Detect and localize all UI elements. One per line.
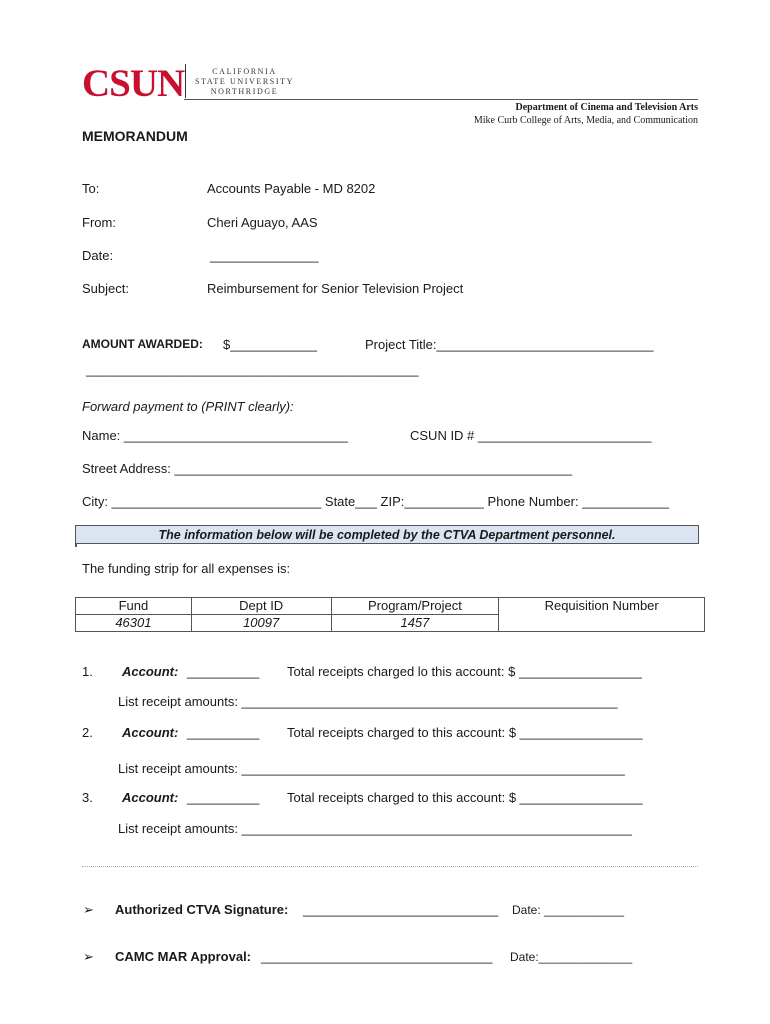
csun-logo: CSUN <box>82 62 185 105</box>
column-header-dept-id: Dept ID <box>191 598 331 615</box>
table-row <box>76 598 705 615</box>
dept-id-value: 10097 <box>191 615 331 632</box>
to-value: Accounts Payable - MD 8202 <box>207 181 376 196</box>
total-receipts-field[interactable]: Total receipts charged to this account: $ _________________ <box>287 790 643 805</box>
approval-date-field[interactable]: Date:______________ <box>510 950 633 964</box>
signature-field[interactable]: ___________________________ <box>303 902 499 917</box>
account-label: Account: <box>122 664 179 679</box>
from-label: From: <box>82 215 116 230</box>
street-address-field[interactable]: Street Address: _______________________________________________________ <box>82 461 573 476</box>
total-receipts-field[interactable]: Total receipts charged to this account: $ _________________ <box>287 725 643 740</box>
university-name <box>195 67 294 97</box>
page-title: MEMORANDUM <box>82 128 188 144</box>
receipt-amounts-field[interactable]: List receipt amounts: ______________________________________________________ <box>118 821 632 836</box>
logo-divider <box>185 64 186 98</box>
department-name: Department of Cinema and Television Arts <box>515 102 698 113</box>
account-field[interactable]: __________ <box>187 664 260 679</box>
university-line: NORTHRIDGE <box>210 87 279 96</box>
header-rule <box>184 99 698 100</box>
account-number: 2. <box>82 725 93 740</box>
date-label: Date: <box>82 248 114 263</box>
date-field[interactable]: _______________ <box>210 248 319 263</box>
project-title-continuation[interactable]: ______________________________________________ <box>86 362 419 377</box>
approval-label: CAMC MAR Approval: <box>115 949 252 964</box>
department-banner: The information below will be completed by the CTVA Department personnel. <box>75 525 699 544</box>
arrow-bullet-icon: ➢ <box>83 902 94 917</box>
column-header-requisition-number: Requisition Number <box>499 598 705 632</box>
from-value: Cheri Aguayo, AAS <box>207 215 318 230</box>
amount-awarded-field[interactable]: $____________ <box>223 337 317 352</box>
account-field[interactable]: __________ <box>187 725 260 740</box>
column-header-fund: Fund <box>76 598 192 615</box>
approval-field[interactable]: ________________________________ <box>261 949 493 964</box>
fund-value: 46301 <box>76 615 192 632</box>
account-label: Account: <box>122 790 179 805</box>
subject-value: Reimbursement for Senior Television Project <box>207 281 464 296</box>
to-label: To: <box>82 181 100 196</box>
column-header-program-project: Program/Project <box>331 598 499 615</box>
account-number: 3. <box>82 790 93 805</box>
university-line: CALIFORNIA <box>212 67 277 76</box>
name-field[interactable]: Name: _______________________________ <box>82 428 349 443</box>
project-title-field[interactable]: Project Title:______________________________ <box>365 337 654 352</box>
signature-label: Authorized CTVA Signature: <box>115 902 289 917</box>
subject-label: Subject: <box>82 281 129 296</box>
receipt-amounts-field[interactable]: List receipt amounts: ____________________________________________________ <box>118 694 618 709</box>
total-receipts-field[interactable]: Total receipts charged lo this account: $ _________________ <box>287 664 642 679</box>
program-project-value: 1457 <box>331 615 499 632</box>
city-state-zip-phone-field[interactable]: City: _____________________________ State___ ZIP:___________ Phone Number: ____________ <box>82 494 669 509</box>
funding-strip-table <box>75 597 705 632</box>
amount-awarded-label: AMOUNT AWARDED: <box>82 337 203 351</box>
receipt-amounts-field[interactable]: List receipt amounts: _____________________________________________________ <box>118 761 625 776</box>
college-name: Mike Curb College of Arts, Media, and Communication <box>473 115 698 126</box>
signature-date-field[interactable]: Date: ____________ <box>512 903 625 917</box>
csun-id-field[interactable]: CSUN ID # ________________________ <box>410 428 652 443</box>
payment-heading: Forward payment to (PRINT clearly): <box>82 399 294 414</box>
university-line: STATE UNIVERSITY <box>195 77 294 86</box>
account-label: Account: <box>122 725 179 740</box>
banner-tick <box>75 544 77 547</box>
arrow-bullet-icon: ➢ <box>83 949 94 964</box>
section-divider <box>82 866 698 867</box>
account-field[interactable]: __________ <box>187 790 260 805</box>
funding-intro: The funding strip for all expenses is: <box>82 561 291 576</box>
account-number: 1. <box>82 664 93 679</box>
